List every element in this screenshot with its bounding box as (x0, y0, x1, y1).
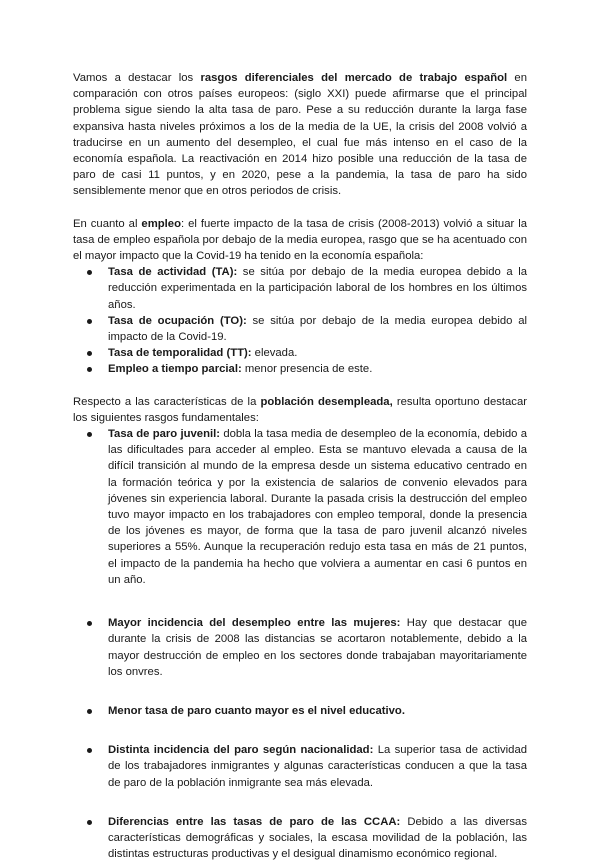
desempleada-bold: población desempleada, (260, 395, 393, 408)
item-bold: Tasa de ocupación (TO): (108, 314, 247, 327)
bullet-icon (87, 367, 92, 372)
bullet-icon (87, 621, 92, 626)
empleo-text-1: En cuanto al (73, 217, 142, 230)
item-bold: Tasa de paro juvenil: (108, 428, 221, 441)
item-text: La superior tasa de actividad de los trabajadores inmigrantes y algunas características conducen a que la tasa de paro de la población inmigrante sea más elevada. (108, 744, 528, 789)
desempleada-text-2: resulta oportuno destacar los siguientes rasgos fundamentales: (73, 395, 527, 424)
bullet-icon (87, 709, 92, 714)
item-bold: Diferencias entre las tasas de paro de las CCAA: (108, 815, 401, 828)
list-item (108, 814, 527, 862)
empleo-text-2: : el fuerte impacto de la tasa de crisis (2008-2013) volvió a situar la tasa de empleo española por debajo de la media europea, rasgo que se ha acentuado con el mayor impacto que la Covid-19 ha tenido en la economía española: (73, 217, 527, 263)
list-item (108, 313, 527, 345)
item-bold: Tasa de actividad (TA): (108, 266, 238, 279)
bullet-icon (87, 270, 92, 275)
list-item (108, 264, 527, 313)
empleo-bold: empleo (141, 217, 181, 230)
item-text: elevada. (251, 347, 298, 360)
intro-text-2: en comparación con otros países europeos: (siglo XXI) puede afirmarse que el principal problema sigue siendo la alta tasa de paro. Pese a su reducción durante la larga fase expansiva hasta niveles próximos a los de la media de la UE, la crisis del 2008 volvió a traducirse en un aumento del desempleo, el cual fue más intenso en el caso de la economía española. La reactivación en 2014 hizo posible una reducción de la tasa de paro de casi 11 puntos, y en 2020, pese a la pandemia, la tasa de paro ha sido sensiblemente menor que en otros periodos de crisis. (73, 72, 527, 198)
desempleada-text-1: Respecto a las características de la (73, 395, 261, 408)
item-text: Debido a las diversas características demográficas y sociales, la escasa movilidad de la población, las distintas estructuras productivas y el desigual dinamismo económico regional. (108, 815, 527, 861)
item-text: Hay que destacar que durante la crisis de 2008 las distancias se acortaron notablemente, debido a la mayor destrucción de empleo en los sectores donde trabajaban mayoritariamente los onvres. (108, 617, 527, 678)
intro-bold: rasgos diferenciales del mercado de trabajo español (200, 72, 508, 84)
item-bold: Distinta incidencia del paro según nacionalidad: (108, 744, 374, 757)
item-text: menor presencia de este. (241, 363, 373, 376)
bullet-icon (87, 319, 92, 324)
empleo-list (73, 264, 527, 377)
intro-text-1: Vamos a destacar los (73, 72, 201, 84)
item-text: se sitúa por debajo de la media europea debido a la reducción experimentada en la participación laboral de los hombres en los últimos años. (108, 266, 527, 311)
bullet-icon (87, 432, 92, 437)
bullet-icon (87, 820, 92, 825)
bullet-icon (87, 351, 92, 356)
item-bold: Mayor incidencia del desempleo entre las mujeres: (108, 617, 401, 630)
item-bold: Tasa de temporalidad (TT): (108, 347, 252, 360)
desempleada-list (73, 426, 527, 862)
item-bold: Empleo a tiempo parcial: (108, 363, 242, 376)
item-text: se sitúa por debajo de la media europea debido al impacto de la Covid-19. (108, 314, 527, 344)
empleo-paragraph (73, 216, 527, 265)
bullet-icon (87, 748, 92, 753)
list-item (108, 426, 527, 588)
intro-paragraph (73, 70, 527, 200)
list-item (108, 742, 527, 791)
item-bold: Menor tasa de paro cuanto mayor es el nivel educativo. (108, 704, 405, 717)
desempleada-paragraph (73, 394, 527, 426)
list-item (108, 615, 527, 680)
list-item (108, 703, 527, 719)
list-item (108, 345, 527, 361)
list-item (108, 361, 527, 377)
item-text: dobla la tasa media de desempleo de la economía, debido a las dificultades para acceder al empleo. Esta se mantuvo elevada a causa de la difícil transición al mundo de la empresa desde un sistema educativo centrado en la formación teórica y por la existencia de salarios de convenio elevados para jóvenes sin experiencia laboral. Durante la pasada crisis la destrucción del empleo tuvo mayor impacto en los trabajadores con empleo temporal, donde la presencia de los jóvenes es mayor, de forma que la tasa de paro juvenil alcanzó niveles superiores a 55%. Aunque la recuperación redujo esta tasa en más de 21 puntos, el impacto de la pandemia ha hecho que volviera a aumentar en casi 6 puntos en un año. (108, 428, 527, 586)
